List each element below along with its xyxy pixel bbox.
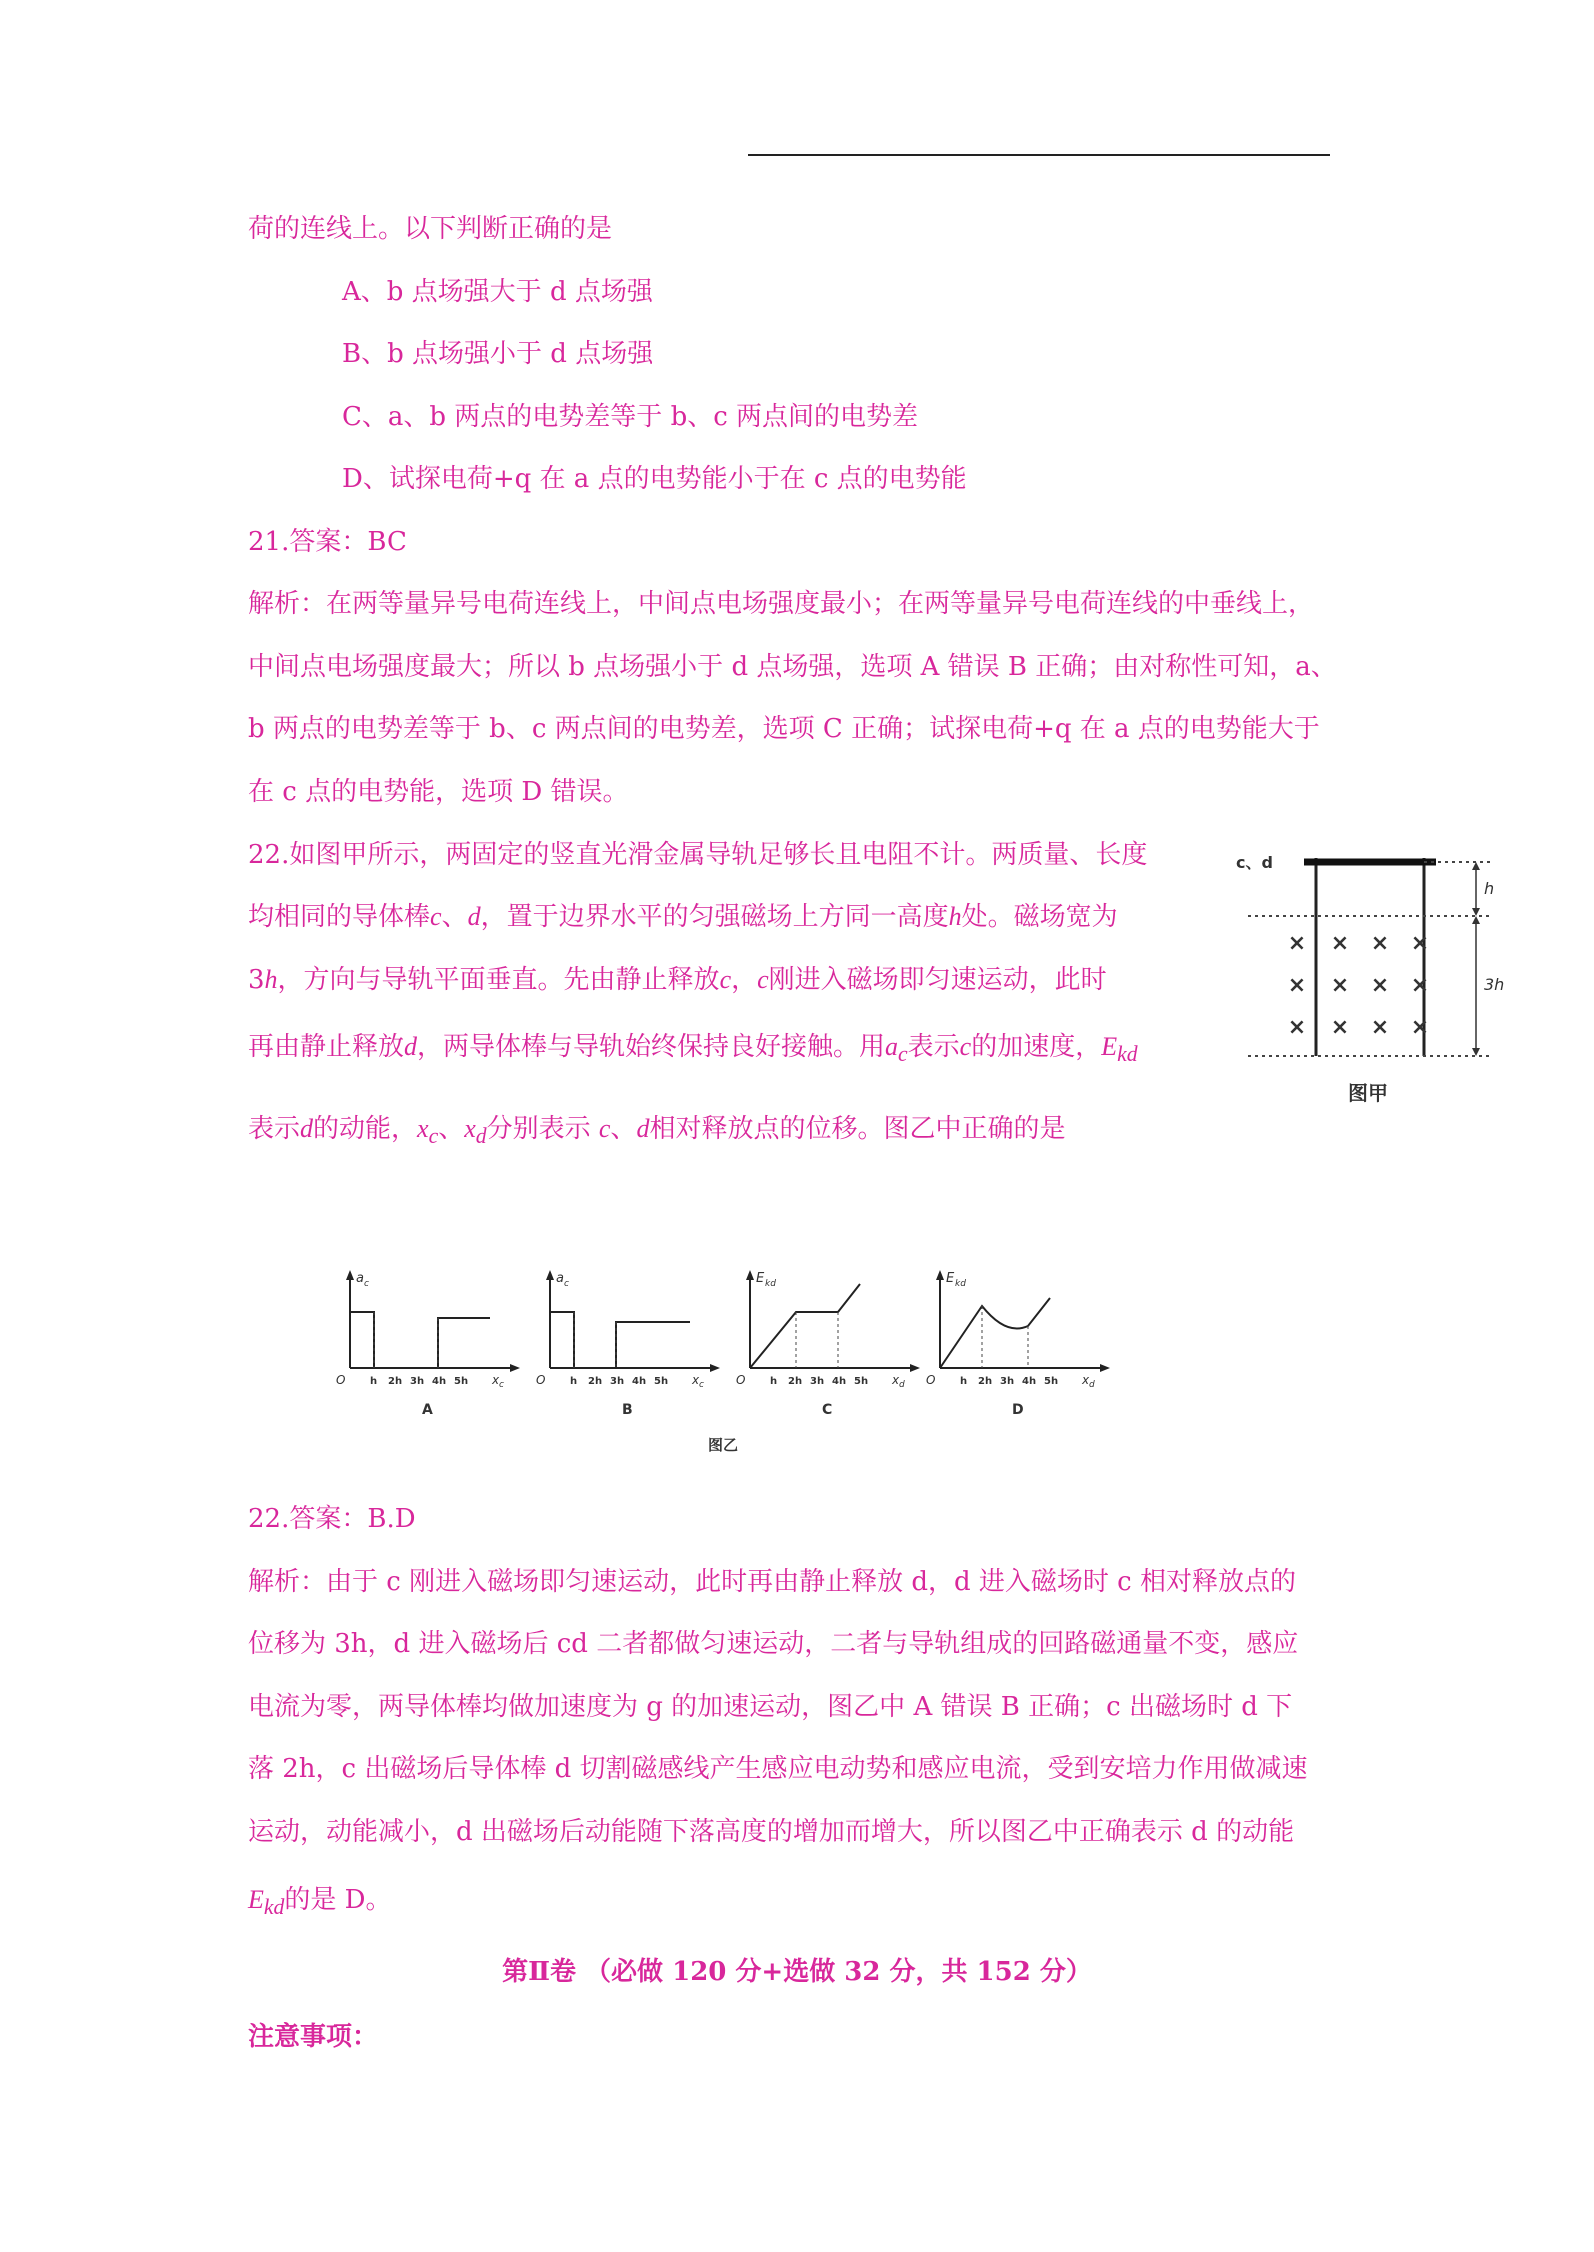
q22-line-5: 表示d的动能，$x_c$、$x_d$分别表示 c、d相对释放点的位移。图乙中正确的是 [248, 1114, 1066, 1149]
field-cross: × [1287, 931, 1307, 956]
a21-analysis-line: 解析：在两等量异号电荷连线上，中间点电场强度最小；在两等量异号电荷连线的中垂线上， [248, 589, 1315, 619]
svg-text:a: a [556, 1271, 564, 1286]
svg-text:x: x [892, 1373, 900, 1387]
figure-yi [330, 1258, 1130, 1458]
svg-text:2h: 2h [978, 1376, 993, 1387]
a21-analysis-line: 在 c 点的电势能，选项 D 错误。 [248, 777, 629, 807]
field-cross: × [1410, 973, 1430, 998]
field-cross: × [1330, 973, 1350, 998]
svg-text:3h: 3h [410, 1376, 425, 1387]
svg-text:c: c [364, 1279, 369, 1289]
a22-analysis-line: 运动，动能减小，d 出磁场后动能随下落高度的增加而增大，所以图乙中正确表示 d 的动能 [248, 1817, 1295, 1847]
svg-text:4h: 4h [832, 1376, 847, 1387]
a22-analysis-line: 解析：由于 c 刚进入磁场即匀速运动，此时再由静止释放 d，d 进入磁场时 c 相对释放点的 [248, 1567, 1296, 1597]
panel-c-label: C [822, 1402, 833, 1418]
q22-line-3: 3h，方向与导轨平面垂直。先由静止释放c，c刚进入磁场即匀速运动，此时 [248, 965, 1107, 995]
svg-text:c: c [564, 1279, 569, 1289]
svg-text:h: h [960, 1376, 968, 1387]
svg-text:a: a [356, 1271, 364, 1286]
svg-text:kd: kd [955, 1279, 966, 1289]
field-cross: × [1370, 973, 1390, 998]
panel-d [926, 1270, 1110, 1418]
q22-line-2: 均相同的导体棒c、d，置于边界水平的匀强磁场上方同一高度h处。磁场宽为 [248, 902, 1118, 932]
q20-option-b: B、b 点场强小于 d 点场强 [342, 339, 654, 369]
q20-continuation: 荷的连线上。以下判断正确的是 [248, 214, 613, 244]
a21-answer: 21.答案：BC [248, 527, 407, 557]
svg-text:2h: 2h [588, 1376, 603, 1387]
panel-a [336, 1270, 520, 1418]
field-cross: × [1410, 931, 1430, 956]
svg-text:h: h [370, 1376, 378, 1387]
figure-jia [1228, 838, 1528, 1120]
panel-b-label: B [622, 1402, 633, 1418]
svg-text:4h: 4h [432, 1376, 447, 1387]
svg-text:c: c [699, 1380, 704, 1390]
svg-text:O: O [336, 1373, 346, 1387]
svg-text:5h: 5h [1044, 1376, 1059, 1387]
svg-text:O: O [536, 1373, 546, 1387]
field-cross: × [1287, 973, 1307, 998]
svg-text:d: d [1089, 1380, 1095, 1390]
svg-text:4h: 4h [1022, 1376, 1037, 1387]
svg-text:h: h [770, 1376, 778, 1387]
svg-text:4h: 4h [632, 1376, 647, 1387]
header-rule [748, 154, 1330, 156]
svg-text:kd: kd [765, 1279, 776, 1289]
svg-text:O: O [736, 1373, 746, 1387]
part2-title: 第Ⅱ卷 （必做 120 分+选做 32 分，共 152 分） [502, 1957, 1092, 1987]
panel-c [736, 1270, 920, 1418]
svg-text:E: E [756, 1271, 765, 1286]
q20-option-d: D、试探电荷+q 在 a 点的电势能小于在 c 点的电势能 [342, 464, 967, 494]
svg-text:5h: 5h [454, 1376, 469, 1387]
panel-d-label: D [1012, 1402, 1024, 1418]
q20-option-c: C、a、b 两点的电势差等于 b、c 两点间的电势差 [342, 402, 919, 432]
a22-analysis-line: 电流为零，两导体棒均做加速度为 g 的加速运动，图乙中 A 错误 B 正确；c 出磁场时 d 下 [248, 1692, 1293, 1722]
h-label: h [1484, 879, 1495, 898]
svg-text:3h: 3h [610, 1376, 625, 1387]
svg-text:x: x [692, 1373, 700, 1387]
field-cross: × [1410, 1015, 1430, 1040]
field-cross: × [1330, 931, 1350, 956]
svg-text:5h: 5h [854, 1376, 869, 1387]
svg-text:x: x [1082, 1373, 1090, 1387]
svg-text:O: O [926, 1373, 936, 1387]
svg-text:3h: 3h [1000, 1376, 1015, 1387]
field-cross: × [1370, 931, 1390, 956]
panel-a-label: A [422, 1402, 433, 1418]
svg-text:d: d [899, 1380, 905, 1390]
rod-label: c、d [1236, 853, 1273, 872]
field-cross: × [1330, 1015, 1350, 1040]
figure-yi-caption: 图乙 [708, 1436, 739, 1454]
q22-line-1: 22.如图甲所示，两固定的竖直光滑金属导轨足够长且电阻不计。两质量、长度 [248, 840, 1148, 870]
field-cross: × [1287, 1015, 1307, 1040]
q22-line-4: 再由静止释放d，两导体棒与导轨始终保持良好接触。用$a_c$表示c的加速度，$E_{kd}$ [248, 1032, 1138, 1067]
a21-analysis-line: b 两点的电势差等于 b、c 两点间的电势差，选项 C 正确；试探电荷+q 在 a 点的电势能大于 [248, 714, 1320, 744]
magnetic-field-crosses [1288, 931, 1429, 1040]
svg-text:3h: 3h [810, 1376, 825, 1387]
svg-text:x: x [492, 1373, 500, 1387]
svg-text:c: c [499, 1380, 504, 1390]
figure-jia-caption: 图甲 [1348, 1081, 1388, 1105]
3h-label: 3h [1484, 975, 1505, 994]
a21-analysis-line: 中间点电场强度最大；所以 b 点场强小于 d 点场强，选项 A 错误 B 正确；由对称性可知，a、 [248, 652, 1337, 682]
a22-analysis-line: 落 2h，c 出磁场后导体棒 d 切割磁感线产生感应电动势和感应电流，受到安培力作用做减速 [248, 1754, 1308, 1784]
svg-text:h: h [570, 1376, 578, 1387]
panel-b [536, 1270, 720, 1418]
svg-text:2h: 2h [788, 1376, 803, 1387]
svg-text:2h: 2h [388, 1376, 403, 1387]
part2-notes-heading: 注意事项： [248, 2022, 379, 2052]
q20-option-a: A、b 点场强大于 d 点场强 [342, 277, 653, 307]
a22-analysis-line: 位移为 3h，d 进入磁场后 cd 二者都做匀速运动，二者与导轨组成的回路磁通量不变，感应 [248, 1629, 1299, 1659]
a22-answer: 22.答案：B.D [248, 1504, 416, 1534]
a22-analysis-last-line: $E_{kd}$的是 D。 [248, 1885, 392, 1920]
svg-text:5h: 5h [654, 1376, 669, 1387]
field-cross: × [1370, 1015, 1390, 1040]
svg-text:E: E [946, 1271, 955, 1286]
